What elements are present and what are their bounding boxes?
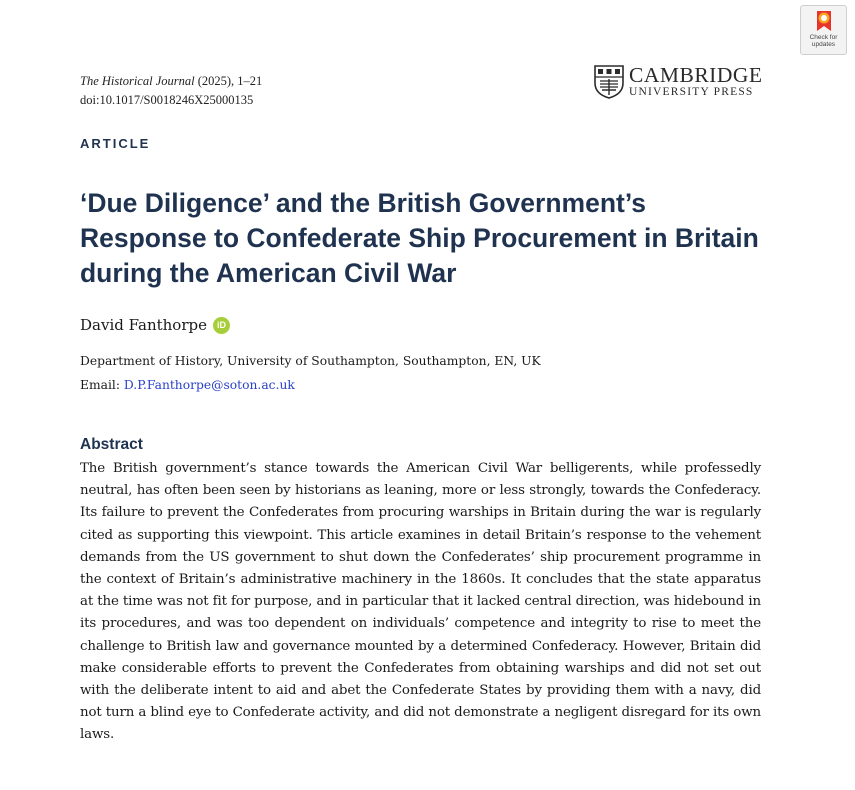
journal-citation — [80, 72, 262, 91]
check-label-2: updates — [811, 41, 836, 48]
email-label: Email: — [80, 378, 124, 392]
author-line — [80, 316, 230, 334]
email-link[interactable]: D.P.Fanthorpe@soton.ac.uk — [123, 378, 295, 392]
journal-doi: doi:10.1017/S0018246X25000135 — [80, 93, 254, 107]
check-label-1: Check for — [809, 34, 838, 41]
author-name[interactable]: David Fanthorpe — [80, 316, 207, 334]
journal-name: The Historical Journal — [80, 74, 195, 88]
article-type-label: ARTICLE — [80, 136, 151, 151]
cambridge-shield-icon — [594, 65, 624, 99]
publisher-name: CAMBRIDGE — [629, 63, 763, 87]
author-affiliation: Department of History, University of Southampton, Southampton, EN, UK — [80, 354, 541, 368]
journal-year-pages: (2025), 1–21 — [194, 74, 263, 88]
publisher-subname: UNIVERSITY PRESS — [629, 86, 754, 98]
abstract-heading: Abstract — [80, 436, 143, 453]
abstract-body: The British government’s stance towards the American Civil War belligerents, while professedly neutral, has often been seen by historians as leaning, more or less strongly, towards the Confederacy. Its failure to prevent the Confederates from procuring warships in Britain during the war is regularly cited as supporting this viewpoint. This article examines in detail Britain’s response to the vehement demands from the US government to shut down the Confederates’ ship procurement programme in the context of Britain’s administrative machinery in the 1860s. It concludes that the state apparatus at the time was not fit for purpose, and in particular that it lacked central direction, was hidebound in its procedures, and was too dependent on individuals’ competence and integrity to rise to meet the challenge to British law and governance mounted by a determined Confederacy. However, Britain did make considerable efforts to prevent the Confederates from obtaining warships and did not set out with the deliberate intent to aid and abet the Confederate States by providing them with a navy, did not turn a blind eye to Confederate activity, and did not demonstrate a negligent disregard for its own laws. — [80, 461, 761, 743]
check-for-updates-icon — [814, 9, 834, 33]
article-title: ‘Due Diligence’ and the British Government’s Response to Confederate Ship Procurement in Britain during the American Civil War — [80, 188, 759, 288]
publisher-logo[interactable] — [594, 64, 764, 100]
check-for-updates-button[interactable] — [800, 5, 847, 55]
orcid-icon[interactable]: iD — [213, 317, 230, 334]
journal-info — [80, 72, 262, 110]
author-email — [80, 378, 295, 392]
